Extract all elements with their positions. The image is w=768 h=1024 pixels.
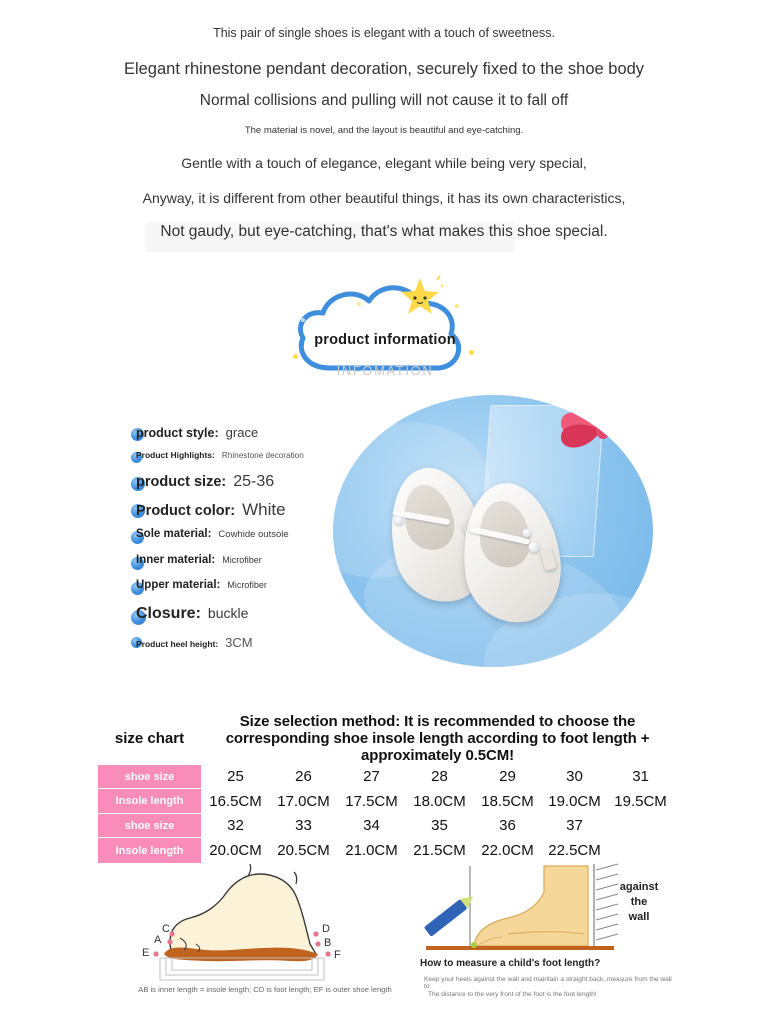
table-row-title	[98, 713, 674, 765]
spec-label: Closure:	[136, 605, 201, 622]
product-photo	[333, 395, 653, 667]
size-chart-title: size chart	[98, 713, 202, 765]
intro-line-2: Elegant rhinestone pendant decoration, securely fixed to the shoe body	[123, 60, 645, 78]
spec-row-inner-material	[131, 554, 341, 576]
wall-label-line-2: the	[630, 896, 648, 908]
spec-label: Sole material:	[136, 528, 212, 540]
size-chart-note: Size selection method: It is recommended to choose the corresponding shoe insole length according to foot length + approximately 0.5CM!	[202, 713, 674, 765]
foot-length-diagram	[120, 862, 410, 1012]
spec-value: Microfiber	[222, 555, 262, 565]
spec-row-product-size	[131, 473, 341, 497]
table-cell: 37	[542, 814, 608, 838]
spec-row-upper-material	[131, 579, 341, 602]
table-cell: 31	[608, 765, 674, 789]
table-row	[98, 789, 674, 814]
sparkle-dot	[301, 318, 305, 322]
row-label: shoe size	[98, 814, 202, 838]
spec-value: buckle	[207, 605, 249, 621]
spec-row-product-color	[131, 500, 341, 525]
foot-diagram-caption: AB is inner length = insole length; CD is foot length; EF is outer shoe length	[138, 985, 392, 994]
spec-row-sole-material	[131, 528, 341, 551]
table-cell: 16.5CM	[202, 789, 270, 814]
table-cell: 34	[338, 814, 406, 838]
sparkle-dot	[455, 304, 459, 308]
spec-row-product-highlights	[131, 450, 341, 470]
spec-value: 25-36	[233, 473, 275, 490]
spec-value: Microfiber	[227, 580, 267, 590]
table-cell: 29	[474, 765, 542, 789]
spec-value: Cowhide outsole	[218, 529, 289, 540]
wall-label	[608, 880, 670, 925]
spec-label: Inner material:	[136, 554, 216, 566]
spec-value: 3CM	[225, 635, 253, 650]
table-cell: 17.5CM	[338, 789, 406, 814]
table-cell: 33	[270, 814, 338, 838]
spec-value: White	[242, 500, 286, 519]
spec-value: Rhinestone decoration	[221, 451, 304, 460]
svg-text:B: B	[324, 937, 332, 949]
table-cell: 19.0CM	[542, 789, 608, 814]
table-cell: 18.5CM	[474, 789, 542, 814]
wall-label-line-3: wall	[628, 911, 650, 923]
measure-caption-line-1: Keep your heels against the wall and maintain a straight back, measure from the wall to	[424, 976, 672, 990]
intro-line-4: The material is novel, and the layout is beautiful and eye-catching.	[244, 125, 524, 136]
table-cell: 21.0CM	[338, 838, 406, 864]
table-cell: 20.0CM	[202, 838, 270, 864]
table-cell: 22.5CM	[542, 838, 608, 864]
size-chart	[97, 712, 673, 859]
spec-label: product size:	[136, 474, 227, 490]
measure-heading: How to measure a child's foot length?	[420, 958, 601, 969]
badge-title: product information	[314, 332, 456, 348]
spec-row-heel-height	[131, 635, 341, 657]
sparkle-dot	[293, 354, 298, 359]
measure-instruction-diagram	[412, 862, 674, 1014]
row-label: Insole length	[98, 789, 202, 814]
shoe-right	[454, 477, 569, 629]
table-cell: 35	[406, 814, 474, 838]
sparkle-dot	[469, 350, 474, 355]
intro-line-6: Anyway, it is different from other beautiful things, it has its own characteristics,	[142, 190, 626, 206]
intro-line-5: Gentle with a touch of elegance, elegant while being very special,	[181, 155, 587, 171]
product-information-badge	[285, 268, 485, 388]
spec-label: Product color:	[136, 503, 236, 519]
star-icon	[397, 274, 443, 318]
table-cell: 18.0CM	[406, 789, 474, 814]
spec-value: grace	[225, 425, 259, 440]
svg-text:C: C	[162, 923, 170, 935]
spec-row-closure	[131, 605, 341, 632]
table-cell: 26	[270, 765, 338, 789]
wall-label-line-1: against	[619, 881, 659, 893]
table-cell: 20.5CM	[270, 838, 338, 864]
measure-caption-line-2: The distance to the very front of the foot is the foot length!	[428, 991, 597, 998]
table-cell: 17.0CM	[270, 789, 338, 814]
row-label: shoe size	[98, 765, 202, 789]
table-cell: 30	[542, 765, 608, 789]
spec-label: Upper material:	[136, 579, 221, 591]
intro-line-7: Not gaudy, but eye-catching, that's what makes this shoe special.	[160, 223, 608, 240]
spec-label: Product heel height:	[136, 639, 219, 649]
badge-subtitle: INFOMATION	[336, 363, 434, 378]
table-cell: 19.5CM	[608, 789, 674, 814]
svg-text:E: E	[142, 947, 150, 959]
svg-text:F: F	[334, 949, 341, 961]
row-label: Insole length	[98, 838, 202, 864]
intro-line-3: Normal collisions and pulling will not cause it to fall off	[199, 92, 569, 109]
table-cell-empty	[608, 838, 674, 864]
table-cell: 25	[202, 765, 270, 789]
table-cell: 22.0CM	[474, 838, 542, 864]
table-cell-empty	[608, 814, 674, 838]
table-row	[98, 814, 674, 838]
svg-text:D: D	[322, 923, 330, 935]
size-chart-table	[97, 712, 674, 864]
product-spec-list	[131, 425, 341, 660]
table-row	[98, 765, 674, 789]
spec-label: product style:	[136, 426, 219, 440]
table-cell: 28	[406, 765, 474, 789]
spec-label: Product Highlights:	[136, 450, 215, 460]
intro-line-1: This pair of single shoes is elegant with a touch of sweetness.	[213, 26, 555, 40]
table-cell: 32	[202, 814, 270, 838]
sparkle-dot	[357, 302, 361, 306]
table-cell: 36	[474, 814, 542, 838]
foot-side-view-icon	[120, 862, 410, 984]
table-row	[98, 838, 674, 864]
table-cell: 27	[338, 765, 406, 789]
svg-text:A: A	[154, 934, 162, 946]
spec-row-product-style	[131, 425, 341, 447]
red-bow-icon	[555, 401, 651, 459]
table-cell: 21.5CM	[406, 838, 474, 864]
